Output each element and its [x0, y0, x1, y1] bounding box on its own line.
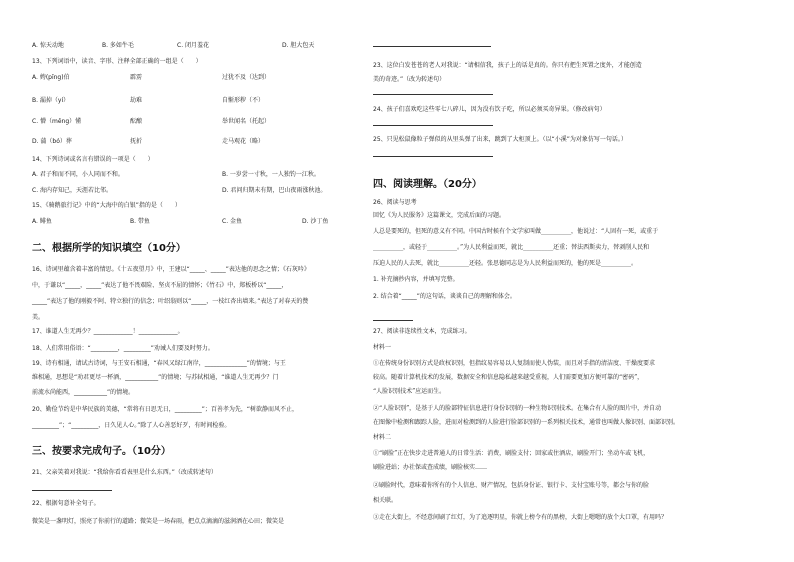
m1-p1-c: “人脸识别技术”应运而生。 [373, 388, 446, 395]
q14-stem: 14、下列诗词或名言有错误的一项是（ ） [32, 156, 154, 163]
m1-p2-b: 在图像中检测和跟踪人脸，进而对检测到的人脸进行脸部识别的一系列相关技术，通常也叫做人像识别、面部识别。 [373, 419, 680, 426]
q13-c-2: 酝酿 [130, 118, 143, 125]
q20-line-2: _________”；“_________，日久见人心。”除了人心善恶好歹，有时间检验。 [32, 422, 231, 429]
q25: 25、只见松鼠像粒子弹似的从里头弹了出来，跳到了大柜顶上。（以“小溪”为对象仿写一句话。） [373, 136, 627, 143]
m2-p3: ③走在大街上，不经意间刷了红灯，为了追逐明星，你就上榜令有的黑榜，大街上嗯嗯的放个大口罩，有用吗？ [373, 514, 668, 521]
q12-option-a: A. 惊天动地 [32, 42, 64, 49]
q23-answer-line[interactable] [373, 94, 493, 95]
q12-option-d: D. 胆大包天 [282, 42, 315, 49]
q14-option-b: B. 一岁尝一寸秋，一人独钓一江秋。 [222, 171, 320, 178]
material-2-label: 材料二 [373, 434, 392, 441]
q21: 21、父亲笑着对我说：“我给你看看表里是什么东西。”（改成转述句） [32, 469, 217, 476]
q23-line-2: 美的奇迹。”（改为转述句） [373, 76, 446, 83]
m1-p1-a: ①在传统身份识别方式是政权识别，但指纹易容易以人复制而使人伪装，而且对手指的清洁度、干燥度要求 [373, 360, 656, 367]
q12-option-c: C. 闭月羞花 [177, 42, 210, 49]
q13-a-1: A. 娉(pīng)伯 [32, 74, 70, 81]
q16-line-3: _____”表达了他的刚毅不阿、特立独行的信念；叶绍翁则以“_____，一枝红杏出墙来。”表达了对春天的赞 [32, 298, 309, 305]
q23-line-1: 23、这位白发苍苍的老人对我说：“请相信我，孩子上的话是真的。你只有把生死置之度外，才能创造 [373, 62, 642, 69]
q13-b-2: 劫难 [130, 97, 143, 104]
q13-d-1: D. 蒲（bó）葬 [32, 138, 72, 145]
q24-answer-line[interactable] [373, 125, 493, 126]
q18: 18、人们常用俗语：“_________，_________”劝诫人们要及时努力。 [32, 345, 214, 352]
m2-p1-a: ①“刷脸”正在快步走进普通人的日常生活：消费，刷脸支付；回家或住酒店，刷脸开门；坐动车或飞机， [373, 450, 650, 457]
q26-intro: 回忆《为人民服务》这篇课文，完成后面的习题。 [373, 212, 506, 219]
q13-row-c [32, 118, 372, 126]
q15-option-b: B. 带鱼 [130, 218, 150, 225]
q14-option-d: D. 君问归期未有期，巴山夜雨涨秋池。 [222, 187, 327, 194]
m2-p2-b: 相关联。 [373, 497, 398, 504]
q26-answer-line[interactable] [373, 320, 413, 321]
q16-line-2: 中，于谦以“_____，_____”表达了他不畏艰险、坚贞不屈的情怀；《竹石》中，郑板桥以“_____， [32, 282, 288, 289]
q13-c-1: C. 懵（měng）懂 [32, 118, 82, 125]
q17: 17、谁道人生无再少？_____________！_____________。 [32, 328, 184, 335]
q13-a-2: 霹雳 [130, 74, 143, 81]
q26-sub-2: 2. 结合着“_____”的这句话，谈谈自己的理解和体会。 [373, 293, 516, 300]
q26-title: 26、阅读与思考 [373, 199, 417, 206]
q15-stem: 15、《骑鹅旅行记》中的“大海中的白银”指的是（ ） [32, 202, 181, 209]
q14-option-a: A. 君子和而不同，小人同而不和。 [32, 171, 124, 178]
q13-c-3: 举世闻名（托起） [222, 118, 271, 125]
m2-p2-a: ②刷脸时代，意味着你所有的个人信息、财产情况，包括身份证、银行卡、支付宝账号等，都会与你的脸 [373, 482, 650, 489]
passage-line-3: 压迫人民的人去死，就比__________还轻。张思德同志是为人民利益而死的，他的死是__________。 [373, 260, 638, 267]
q14-row-2 [32, 187, 372, 195]
q15-option-a: A. 鲱鱼 [32, 218, 52, 225]
m1-p2-a: ②“人脸识别”，是基于人的脸部特征信息进行身份识别的一种生物识别技术。在集合有人脸的图片中，并自动 [373, 405, 662, 412]
q19-line-2: 维相通，思想是“劝君更尽一杯酒，___________”的情境；与苏轼相通，“谁道人生无再少？门 [32, 374, 279, 381]
passage-line-2: __________，或轻于__________。”为人民利益而死，就比__________还重；替法西斯卖力，替剥削人民和 [373, 244, 650, 251]
q20-line-1: 20、勤俭节约是中华民族的美德，“常将有日思无日，_________”；百善孝为先，“树欲静而风不止， [32, 406, 298, 413]
q14-row-1 [32, 171, 372, 179]
q19-line-3: 前流水尚能西，___________”的情境。 [32, 389, 135, 396]
m1-p1-b: 较高。随着计算机技术的发展，数据安全和信息隐私越来越受重视，人们需要更加方便可靠的“密码”， [373, 374, 644, 381]
q22-text: 微笑是一盏明灯，照亮了你前行的道路；微笑是一场春雨，把点点滴滴的滋润洒在心田；微笑是 [32, 518, 285, 525]
material-1-label: 材料一 [373, 344, 392, 351]
q22-stem: 22、根据句意补全句子。 [32, 500, 100, 507]
q25-answer-line[interactable] [373, 156, 493, 157]
q26-sub-1: 1. 补充摘抄内容，并填写完整。 [373, 276, 459, 283]
m2-p1-b: 刷脸进站；办社保或查成绩，刷脸核实…… [373, 464, 488, 471]
q13-a-3: 过犹不及（达到） [222, 74, 271, 81]
q13-row-b [32, 97, 372, 105]
q15-options [32, 218, 372, 226]
passage-line-1: 人总是要死的，但死的意义有不同。中国古时候有个文学家叫做__________，他说过：“人固有一死，或重于 [373, 228, 659, 235]
q13-row-d [32, 138, 372, 146]
q13-stem: 13、下列词语中，读音、字形、注释全部正确的一组是（ ） [32, 58, 202, 65]
q15-option-c: C. 金鱼 [222, 218, 243, 225]
q13-d-2: 抚折 [130, 138, 143, 145]
q12-option-b: B. 多如牛毛 [102, 42, 134, 49]
q14-option-c: C. 海内存知己，天涯若比邻。 [32, 187, 113, 194]
q13-row-a [32, 74, 372, 82]
q13-b-1: B. 漏掉（yí） [32, 97, 70, 104]
q19-line-1: 19、诗有相通，请试古诗词，与王安石相通，“春风又绿江南岸，______________”的情境；与王 [32, 360, 286, 367]
q13-b-3: 自惭形秽（不） [222, 97, 265, 104]
q13-d-3: 走马观花（略） [222, 138, 265, 145]
q24: 24、孩子们喜欢吃这些零七八碎儿，因为没有饮子吃，所以必须买奇异果。（修改病句） [373, 106, 606, 113]
section-2-title: 二、根据所学的知识填空（10分） [32, 243, 186, 254]
q27-title: 27、阅读非连续性文本，完成练习。 [373, 328, 471, 335]
q15-option-d: D. 沙丁鱼 [302, 218, 329, 225]
q20b-answer-line[interactable] [373, 46, 491, 47]
section-4-title: 四、阅读理解。（20分） [373, 179, 482, 190]
q16-line-1: 16、诗词里蕴含着丰富的情思。《十五夜望月》中，王建以“_____、_____”表达他的思念之情；《石灰吟》 [32, 266, 310, 273]
q21-answer-line[interactable] [32, 490, 112, 491]
q16-line-4: 美。 [32, 314, 45, 321]
section-3-title: 三、按要求完成句子。（10分） [32, 446, 171, 457]
q12-options [32, 42, 372, 50]
